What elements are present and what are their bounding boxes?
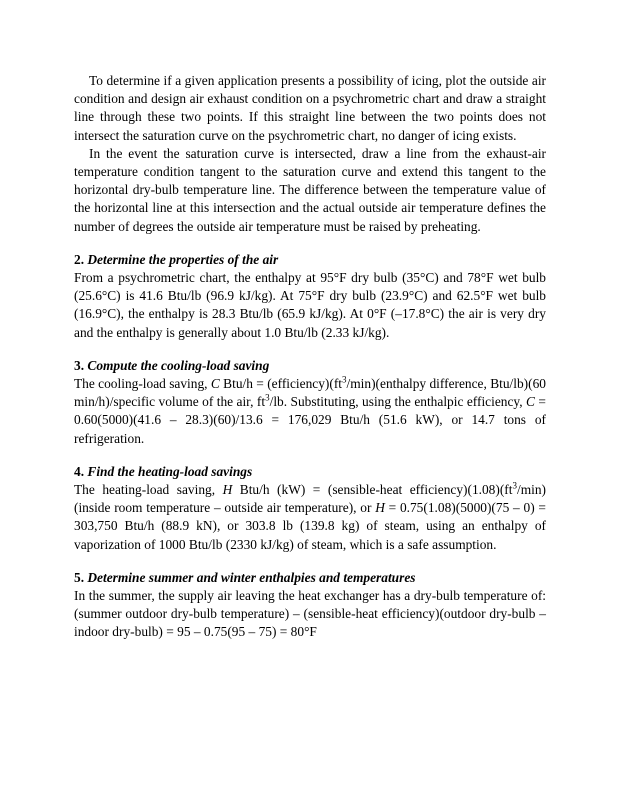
section-4-text-2: Btu/h (kW) = (sensible-heat efficiency)(1.08)(ft <box>232 482 513 498</box>
section-3-title: Compute the cooling-load saving <box>87 357 270 373</box>
section-5-body: In the summer, the supply air leaving the heat exchanger has a dry-bulb temperature of: (summer outdoor dry-bulb temperature) – (sensible-heat efficiency)(outdoor dry-bulb – indoor dry-bulb) = 95 – 0.75(95 – 75) = 80°F <box>74 588 546 640</box>
section-3-number: 3. <box>74 357 88 373</box>
section-3-heading <box>74 357 546 375</box>
section-4-number: 4. <box>74 463 88 479</box>
section-5-title: Determine summer and winter enthalpies and temperatures <box>87 569 416 585</box>
section-2-heading <box>74 251 546 269</box>
section-5-number: 5. <box>74 569 88 585</box>
section-4-body <box>74 481 546 554</box>
section-3-variable-c: C <box>210 376 220 392</box>
section-3-text-4: /lb. Substituting, using the enthalpic efficiency, <box>269 394 527 410</box>
section-2 <box>74 251 546 342</box>
section-3-variable-c-2: C <box>526 394 535 410</box>
section-4 <box>74 463 546 554</box>
section-3-text-1: The cooling-load saving, <box>74 376 211 392</box>
section-3-text-2: Btu/h = (efficiency)(ft <box>219 376 343 392</box>
section-3-superscript-1: 3 <box>342 374 347 385</box>
section-5 <box>74 569 546 642</box>
section-4-title: Find the heating-load savings <box>87 463 253 479</box>
section-4-variable-h-2: H <box>375 500 385 516</box>
section-3-text-3: /min)(enthalpy difference, Btu/lb)(60 min/h)/specific volume of the air, ft <box>74 376 546 410</box>
section-3-text-5: = 0.60(5000)(41.6 – 28.3)(60)/13.6 = 176,029 Btu/h (51.6 kW), or 14.7 tons of refrigeration. <box>74 394 546 446</box>
section-3 <box>74 357 546 448</box>
section-2-body: From a psychrometric chart, the enthalpy at 95°F dry bulb (35°C) and 78°F wet bulb (25.6°C) is 41.6 Btu/lb (96.9 kJ/kg). At 75°F dry bulb (23.9°C) and 62.5°F wet bulb (16.9°C), the enthalpy is 28.3 Btu/lb (65.9 kJ/kg). At 0°F (–17.8°C) the air is very dry and the enthalpy is generally about 1.0 Btu/lb (2.33 kJ/kg). <box>74 270 546 340</box>
section-2-number: 2. <box>74 251 88 267</box>
section-4-heading <box>74 463 546 481</box>
section-4-text-3: /min)(inside room temperature – outside air temperature), or <box>74 482 546 516</box>
section-4-text-4: = 0.75(1.08)(5000)(75 – 0) = 303,750 Btu/h (88.9 kN), or 303.8 lb (139.8 kg) of steam, using an enthalpy of vaporization of 1000 Btu/lb (2330 kJ/kg) of steam, which is a safe assumption. <box>74 500 546 552</box>
intro-paragraph-2: In the event the saturation curve is intersected, draw a line from the exhaust-air temperature condition tangent to the saturation curve and extend this tangent to the horizontal dry-bulb temperature line. The difference between the temperature value of the horizontal line at this intersection and the actual outside air temperature defines the number of degrees the outside air temperature must be raised by preheating. <box>74 145 546 234</box>
section-5-heading <box>74 569 546 587</box>
intro-paragraph-1: To determine if a given application presents a possibility of icing, plot the outside air condition and design air exhaust condition on a psychrometric chart and draw a straight line through these two points. If this straight line between the two points does not intersect the saturation curve on the psychrometric chart, no danger of icing exists. <box>74 73 546 143</box>
section-4-text-1: The heating-load saving, <box>74 482 223 498</box>
section-4-variable-h: H <box>222 482 233 498</box>
section-3-body <box>74 375 546 448</box>
section-3-superscript-2: 3 <box>265 392 270 403</box>
section-4-superscript-1: 3 <box>512 480 517 491</box>
section-2-title: Determine the properties of the air <box>87 251 279 267</box>
